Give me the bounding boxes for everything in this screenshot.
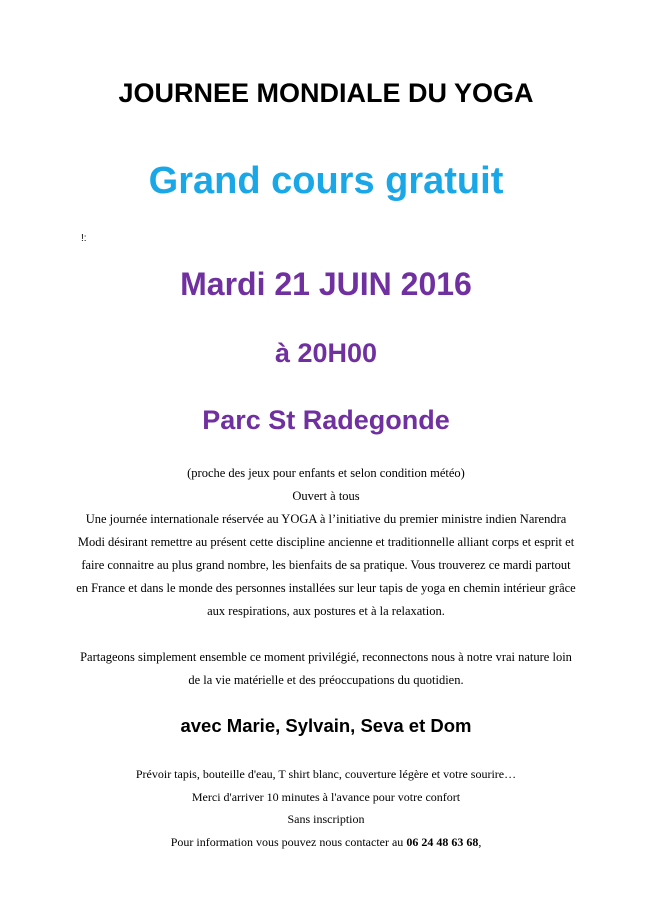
subtitle: Grand cours gratuit [148,160,504,202]
event-time: à 20H00 [274,338,378,368]
intro-line: en France et dans le monde des personnes installées sur leur tapis de yoga en chemin intérieur grâce [76,581,576,595]
open-note: Ouvert à tous [292,489,360,503]
practical-info [40,763,612,853]
description-block [40,462,612,692]
page-title: JOURNEE MONDIALE DU YOGA [118,78,534,108]
location-note: (proche des jeux pour enfants et selon condition météo) [187,466,465,480]
share-line: Partageons simplement ensemble ce moment privilégié, reconnectons nous à notre vrai nature loin [80,650,572,664]
intro-line: aux respirations, aux postures et à la relaxation. [207,604,445,618]
contact-suffix: , [478,834,482,849]
bring-note: Prévoir tapis, bouteille d'eau, T shirt blanc, couverture légère et votre sourire… [135,767,517,781]
share-line: de la vie matérielle et des préoccupations du quotidien. [188,673,464,687]
teachers-line: avec Marie, Sylvain, Seva et Dom [180,715,472,736]
contact-line [40,831,612,854]
arrive-note: Merci d'arriver 10 minutes à l'avance pour votre confort [191,789,461,804]
event-place: Parc St Radegonde [202,405,450,435]
registration-note: Sans inscription [287,812,365,826]
event-date: Mardi 21 JUIN 2016 [180,266,472,302]
intro-line: faire connaitre au plus grand nombre, les bienfaits de sa pratique. Vous trouverez ce mardi partout [81,558,571,572]
stray-marker: !: [81,233,87,244]
intro-line: Une journée internationale réservée au YOGA à l’initiative du premier ministre indien Narendra [85,512,567,526]
contact-prefix: Pour information vous pouvez nous contacter au [170,834,407,849]
phone-number: 06 24 48 63 68 [406,834,479,849]
intro-line: Modi désirant remettre au présent cette discipline ancienne et traditionnelle alliant corps et esprit et [77,535,575,549]
